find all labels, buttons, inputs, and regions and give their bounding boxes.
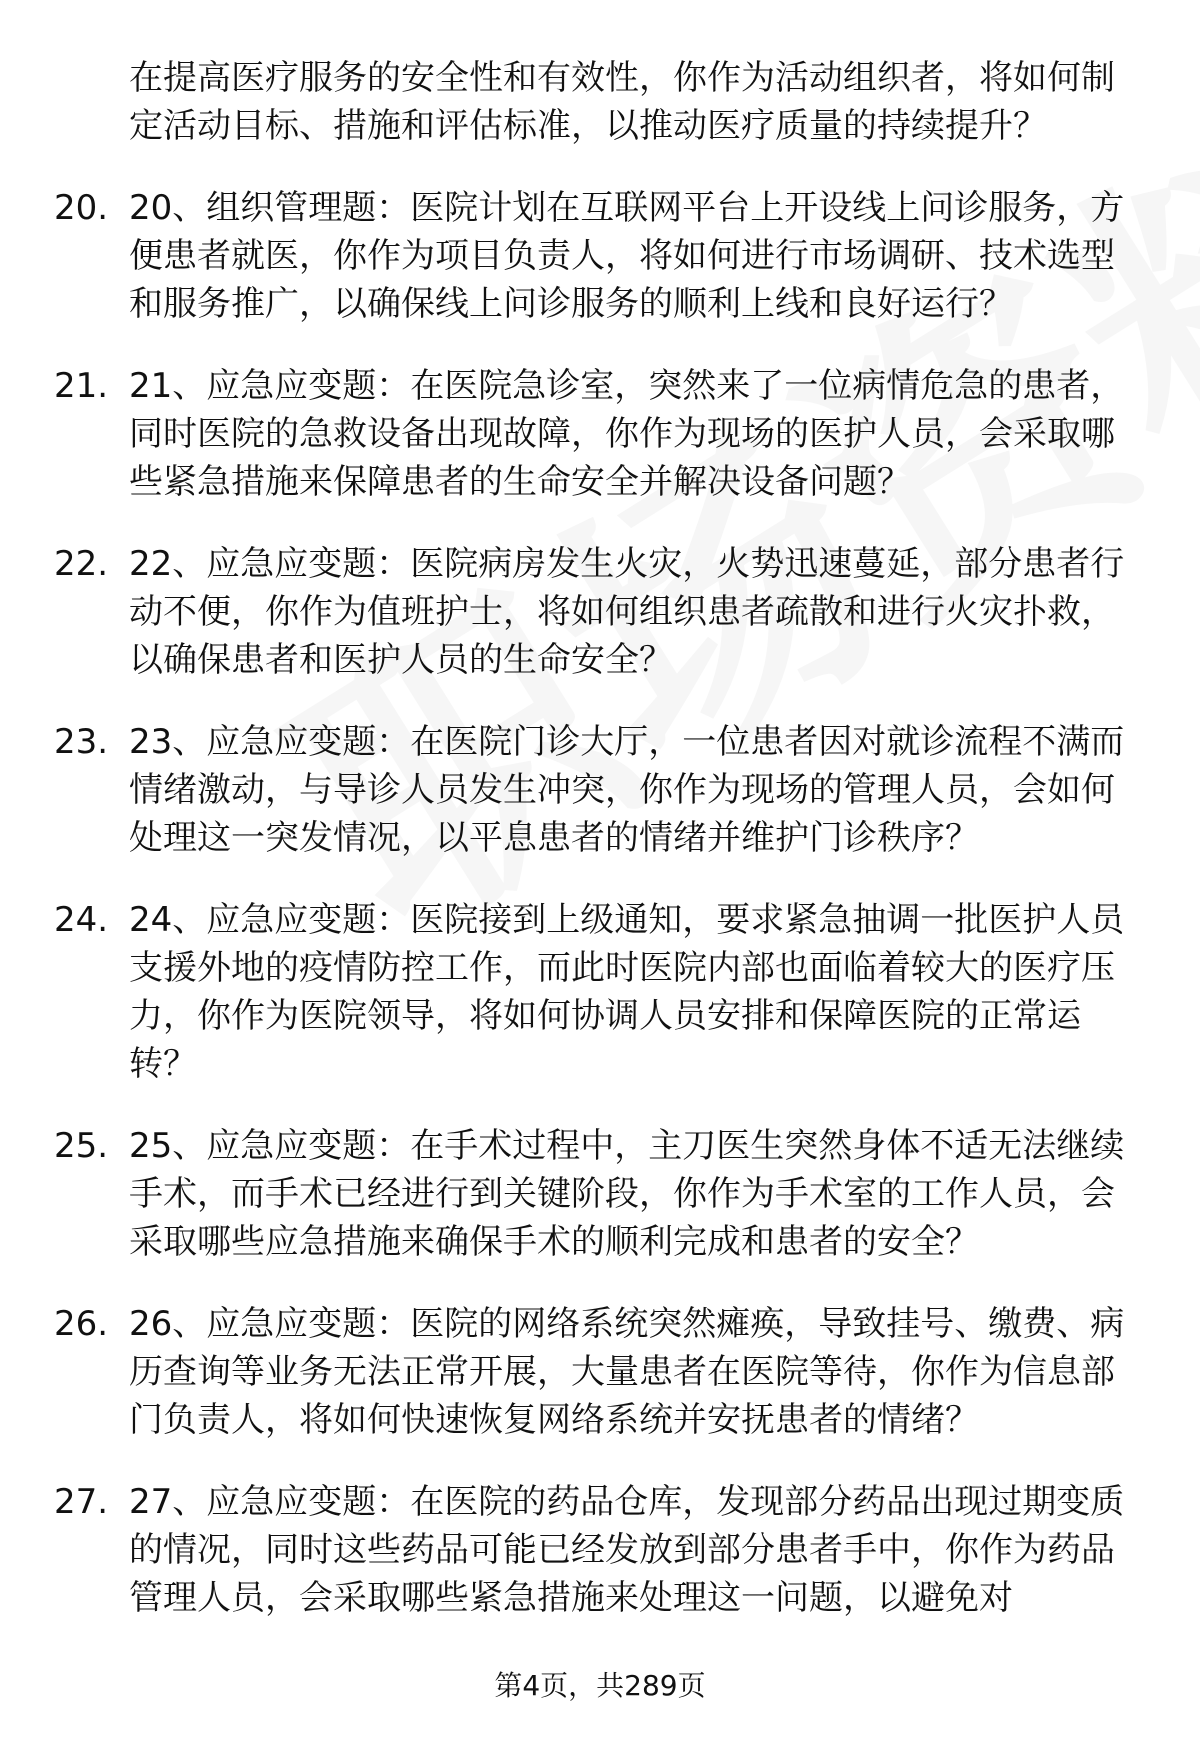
item-text: 26、应急应变题：医院的网络系统突然瘫痪，导致挂号、缴费、病历查询等业务无法正常开展，大量患者在医院等待，你作为信息部门负责人，将如何快速恢复网络系统并安抚患者的情绪？	[129, 1304, 1125, 1440]
list-item	[54, 1122, 1150, 1266]
item-number: 23.	[54, 722, 109, 762]
document-body	[54, 54, 1150, 1622]
list-item	[54, 362, 1150, 506]
continued-paragraph: 在提高医疗服务的安全性和有效性，你作为活动组织者，将如何制定活动目标、措施和评估标准，以推动医疗质量的持续提升？	[129, 58, 1115, 146]
item-text: 20、组织管理题：医院计划在互联网平台上开设线上问诊服务，方便患者就医，你作为项目负责人，将如何进行市场调研、技术选型和服务推广，以确保线上问诊服务的顺利上线和良好运行？	[129, 188, 1125, 324]
list-item	[54, 1478, 1150, 1622]
item-text: 23、应急应变题：在医院门诊大厅，一位患者因对就诊流程不满而情绪激动，与导诊人员发生冲突，你作为现场的管理人员，会如何处理这一突发情况，以平息患者的情绪并维护门诊秩序？	[129, 722, 1125, 858]
list-item	[54, 718, 1150, 862]
item-text: 27、应急应变题：在医院的药品仓库，发现部分药品出现过期变质的情况，同时这些药品可能已经发放到部分患者手中，你作为药品管理人员，会采取哪些紧急措施来处理这一问题，以避免对	[129, 1482, 1125, 1618]
item-number: 21.	[54, 366, 109, 406]
item-number: 27.	[54, 1482, 109, 1522]
item-number: 20.	[54, 188, 109, 228]
item-text: 25、应急应变题：在手术过程中，主刀医生突然身体不适无法继续手术，而手术已经进行到关键阶段，你作为手术室的工作人员，会采取哪些应急措施来确保手术的顺利完成和患者的安全？	[129, 1126, 1125, 1262]
list-item	[54, 184, 1150, 328]
list-item	[54, 896, 1150, 1088]
item-text: 24、应急应变题：医院接到上级通知，要求紧急抽调一批医护人员支援外地的疫情防控工作，而此时医院内部也面临着较大的医疗压力，你作为医院领导，将如何协调人员安排和保障医院的正常运转？	[129, 900, 1125, 1084]
list-item	[54, 1300, 1150, 1444]
page-footer: 第4页，共289页	[494, 1669, 706, 1702]
item-number: 22.	[54, 544, 109, 584]
item-number: 24.	[54, 900, 109, 940]
item-number: 26.	[54, 1304, 109, 1344]
list-item	[54, 540, 1150, 684]
item-number: 25.	[54, 1126, 109, 1166]
item-text: 22、应急应变题：医院病房发生火灾，火势迅速蔓延，部分患者行动不便，你作为值班护士，将如何组织患者疏散和进行火灾扑救，以确保患者和医护人员的生命安全？	[129, 544, 1125, 680]
item-text: 21、应急应变题：在医院急诊室，突然来了一位病情危急的患者，同时医院的急救设备出现故障，你作为现场的医护人员，会采取哪些紧急措施来保障患者的生命安全并解决设备问题？	[129, 366, 1125, 502]
